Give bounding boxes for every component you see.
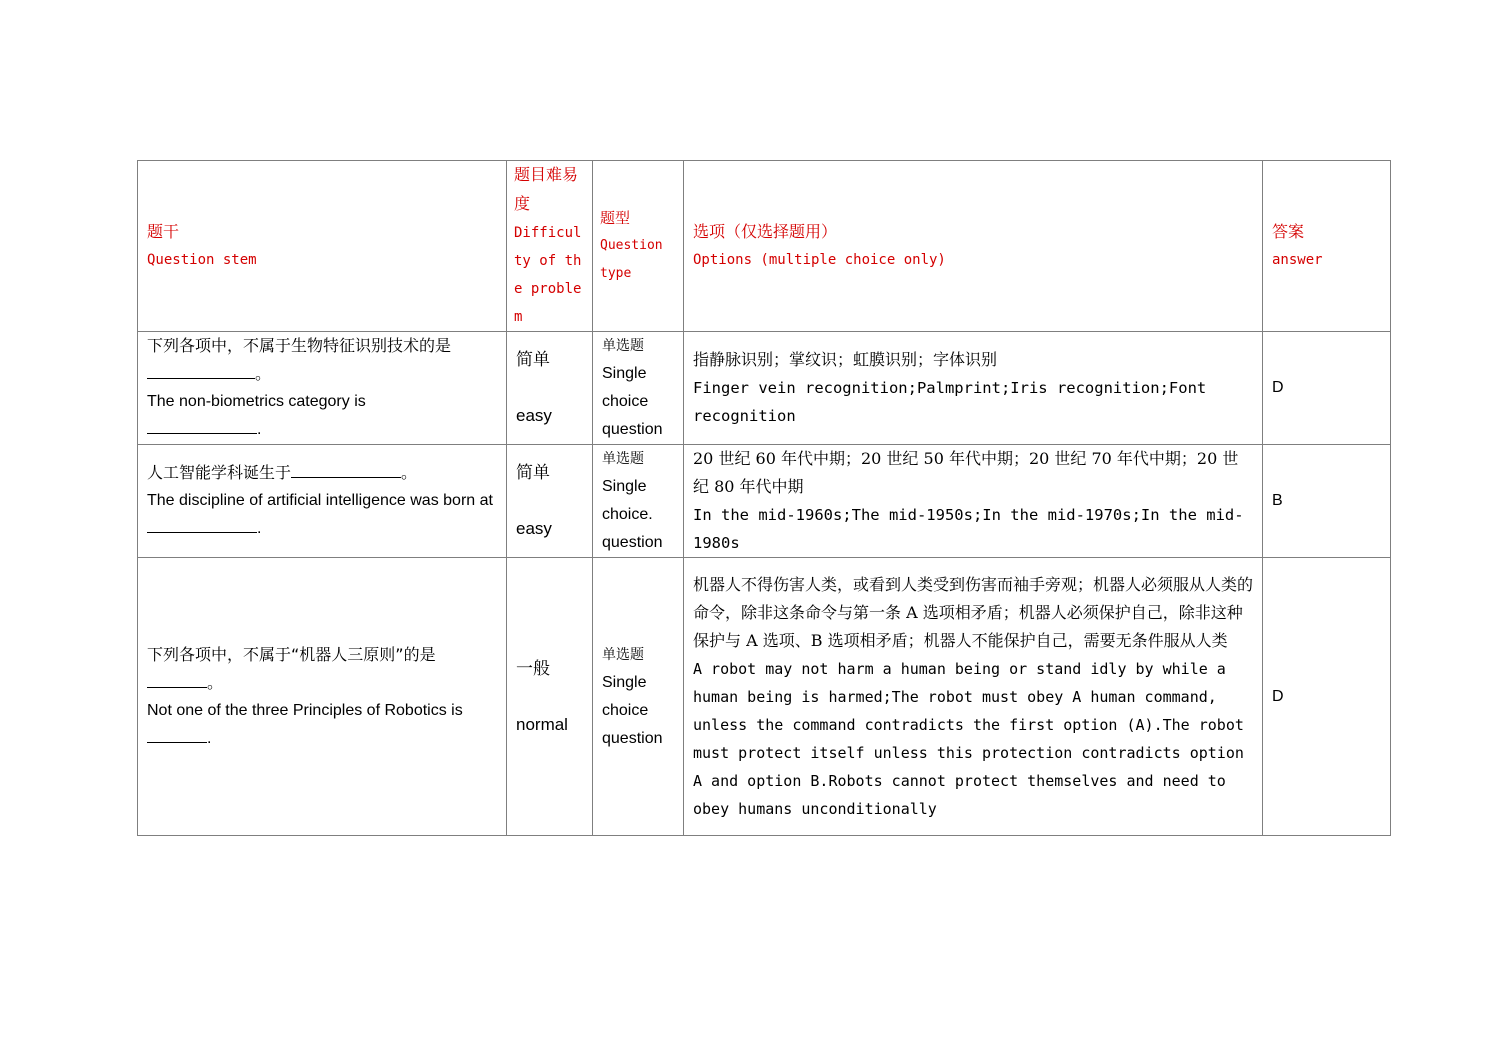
type-en: Single choice question [602, 365, 663, 438]
stem-cell: 下列各项中，不属于生物特征识别技术的是 。 The non-biometrics category is . [138, 332, 507, 445]
header-difficulty-en: Difficulty of the problem [514, 225, 582, 325]
stem-cn: 人工智能学科诞生于 [147, 463, 292, 482]
difficulty-cn: 简单 [516, 350, 550, 370]
header-difficulty-cn: 题目难易度 [514, 165, 579, 213]
stem-en: The discipline of artificial intelligence was born at [147, 492, 493, 509]
options-en: A robot may not harm a human being or stand idly by while a human being is harmed;The robot must obey A human command, unless the command contradicts the first option (A).The robot must protect itself unless this protection contradicts option A and option B.Robots cannot protect themselves and need to obey humans unconditionally [693, 659, 1244, 818]
header-answer-en: answer [1272, 252, 1323, 268]
type-cell [593, 445, 684, 558]
answer-blank [147, 362, 255, 379]
table-row [138, 558, 1391, 836]
header-answer [1263, 161, 1391, 332]
answer-blank [147, 516, 257, 533]
stem-cn: 下列各项中，不属于“机器人三原则”的是 [147, 644, 436, 664]
stem-en: Not one of the three Principles of Robotics is [147, 701, 463, 719]
header-difficulty [507, 161, 593, 332]
header-options [684, 161, 1263, 332]
difficulty-en: easy [516, 519, 552, 538]
type-cn: 单选题 [602, 451, 644, 467]
difficulty-en: normal [516, 714, 568, 734]
stem-en: The non-biometrics category is [147, 393, 366, 410]
options-cn: 指静脉识别；掌纹识；虹膜识别；字体识别 [693, 350, 998, 369]
options-cn: 20 世纪 60 年代中期；20 世纪 50 年代中期；20 世纪 70 年代中期；20 世纪 80 年代中期 [693, 449, 1239, 496]
type-en: Single choice question [602, 673, 663, 747]
type-cell [593, 558, 684, 836]
type-en: Single choice. question [602, 478, 663, 551]
answer-blank [147, 417, 257, 434]
header-options-en: Options (multiple choice only) [693, 252, 946, 268]
header-row [138, 161, 1391, 332]
options-en: In the mid-1960s;The mid-1950s;In the mid-1970s;In the mid-1980s [693, 506, 1244, 552]
options-cn: 机器人不得伤害人类，或看到人类受到伤害而袖手旁观；机器人必须服从人类的命令，除非这条命令与第一条 A 选项相矛盾；机器人必须保护自己，除非这种保护与 A 选项、B 选项相矛盾；机器人不能保护自己，需要无条件服从人类 [693, 574, 1254, 650]
header-stem [138, 161, 507, 332]
options-cell [684, 558, 1263, 836]
table-row [138, 445, 1391, 558]
answer-cell: D [1263, 332, 1391, 445]
difficulty-cn: 简单 [516, 463, 550, 483]
header-answer-cn: 答案 [1272, 222, 1305, 241]
stem-cn: 下列各项中，不属于生物特征识别技术的是 [147, 336, 452, 355]
stem-cell: 人工智能学科诞生于 。 The discipline of artificial intelligence was born at . [138, 445, 507, 558]
options-cell [684, 332, 1263, 445]
header-stem-en: Question stem [147, 252, 257, 268]
answer-blank [147, 726, 207, 743]
stem-cell: 下列各项中，不属于“机器人三原则”的是 。 Not one of the three Principles of Robotics is . [138, 558, 507, 836]
header-type-cn: 题型 [600, 209, 631, 227]
header-type [593, 161, 684, 332]
header-type-en: Question type [600, 238, 663, 281]
options-en: Finger vein recognition;Palmprint;Iris recognition;Font recognition [693, 379, 1207, 425]
difficulty-en: easy [516, 406, 552, 425]
answer-blank [291, 461, 401, 478]
answer-cell: D [1263, 558, 1391, 836]
difficulty-cn: 一般 [516, 658, 550, 679]
question-table [137, 160, 1391, 836]
header-options-cn: 选项（仅选择题用） [693, 222, 838, 241]
type-cell [593, 332, 684, 445]
answer-cell: B [1263, 445, 1391, 558]
header-stem-cn: 题干 [147, 222, 180, 241]
options-cell [684, 445, 1263, 558]
type-cn: 单选题 [602, 338, 644, 354]
difficulty-cell [507, 332, 593, 445]
type-cn: 单选题 [602, 646, 644, 663]
difficulty-cell [507, 445, 593, 558]
answer-blank [147, 671, 207, 688]
difficulty-cell [507, 558, 593, 836]
table-row [138, 332, 1391, 445]
